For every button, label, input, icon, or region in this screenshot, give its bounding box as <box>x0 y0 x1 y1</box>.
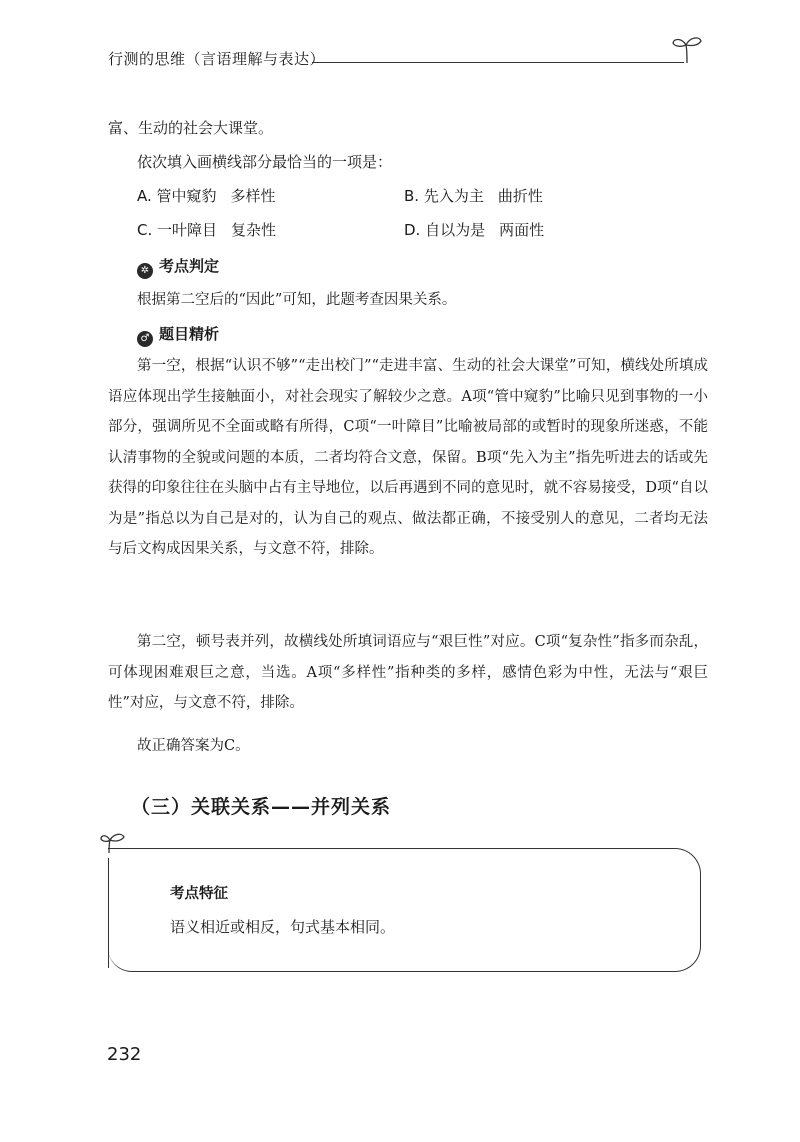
jingxi-label: 题目精析 <box>159 325 220 343</box>
analysis-paragraph-2: 第二空，顿号表并列，故横线处所填词语应与“艰巨性”对应。C项“复杂性”指多而杂乱，可体现困难艰巨之意，当选。A项“多样性”指种类的多样，感情色彩为中性，无法与“艰巨性”对应，与文意不符，排除。 <box>108 634 708 711</box>
feature-box <box>108 848 701 972</box>
kaodian-text: 根据第二空后的“因此”可知，此题考查因果关系。 <box>137 292 457 308</box>
continuation-text: 富、生动的社会大课堂。 <box>108 119 274 137</box>
kaodian-heading <box>137 256 219 279</box>
option-a-label: A. 管中窥豹 <box>137 187 217 205</box>
kaodian-label: 考点判定 <box>159 257 220 275</box>
option-a-word: 多样性 <box>230 187 276 205</box>
page-number: 232 <box>107 1044 142 1065</box>
option-c <box>137 219 276 240</box>
gear-badge-icon: ✲ <box>137 263 153 279</box>
option-c-label: C. 一叶障目 <box>137 221 218 239</box>
option-c-word: 复杂性 <box>231 221 277 239</box>
option-b <box>404 185 543 206</box>
section-heading: （三）关联关系——并列关系 <box>131 796 392 818</box>
running-header-title: 行测的思维（言语理解与表达） <box>108 50 326 68</box>
analysis-paragraph-1: 第一空，根据“认识不够”“走出校门”“走进丰富、生动的社会大课堂”可知，横线处所填成语应体现出学生接触面小，对社会现实了解较少之意。A项“管中窥豹”比喻只见到事物的一小部分，强调所见不全面或略有所得，C项“一叶障目”比喻被局部的或暂时的现象所迷惑，不能认清事物的全貌或问题的本质，二者均符合文意，保留。B项“先入为主”指先听进去的话或先获得的印象往往在头脑中占有主导地位，以后再遇到不同的意见时，就不容易接受，D项“自以为是”指总以为自己是对的，认为自己的观点、做法都正确，不接受别人的意见，二者均无法与后文构成因果关系，与文意不符，排除。 <box>108 358 708 557</box>
feature-box-text: 语义相近或相反，句式基本相同。 <box>170 918 396 936</box>
option-b-label: B. 先入为主 <box>404 187 484 205</box>
option-b-word: 曲折性 <box>497 187 543 205</box>
option-d <box>404 219 544 240</box>
feature-box-left-rule <box>108 858 109 968</box>
option-d-word: 两面性 <box>499 221 545 239</box>
sprout-icon <box>670 30 704 64</box>
answer-line: 故正确答案为C。 <box>137 738 250 754</box>
feature-box-label: 考点特征 <box>170 886 228 902</box>
question-prompt: 依次填入画横线部分最恰当的一项是： <box>137 153 393 171</box>
header-rule <box>312 62 684 63</box>
option-a <box>137 185 276 206</box>
arrow-circle-badge-icon: ♂ <box>137 331 153 347</box>
jingxi-heading <box>137 324 219 347</box>
option-d-label: D. 自以为是 <box>404 221 486 239</box>
